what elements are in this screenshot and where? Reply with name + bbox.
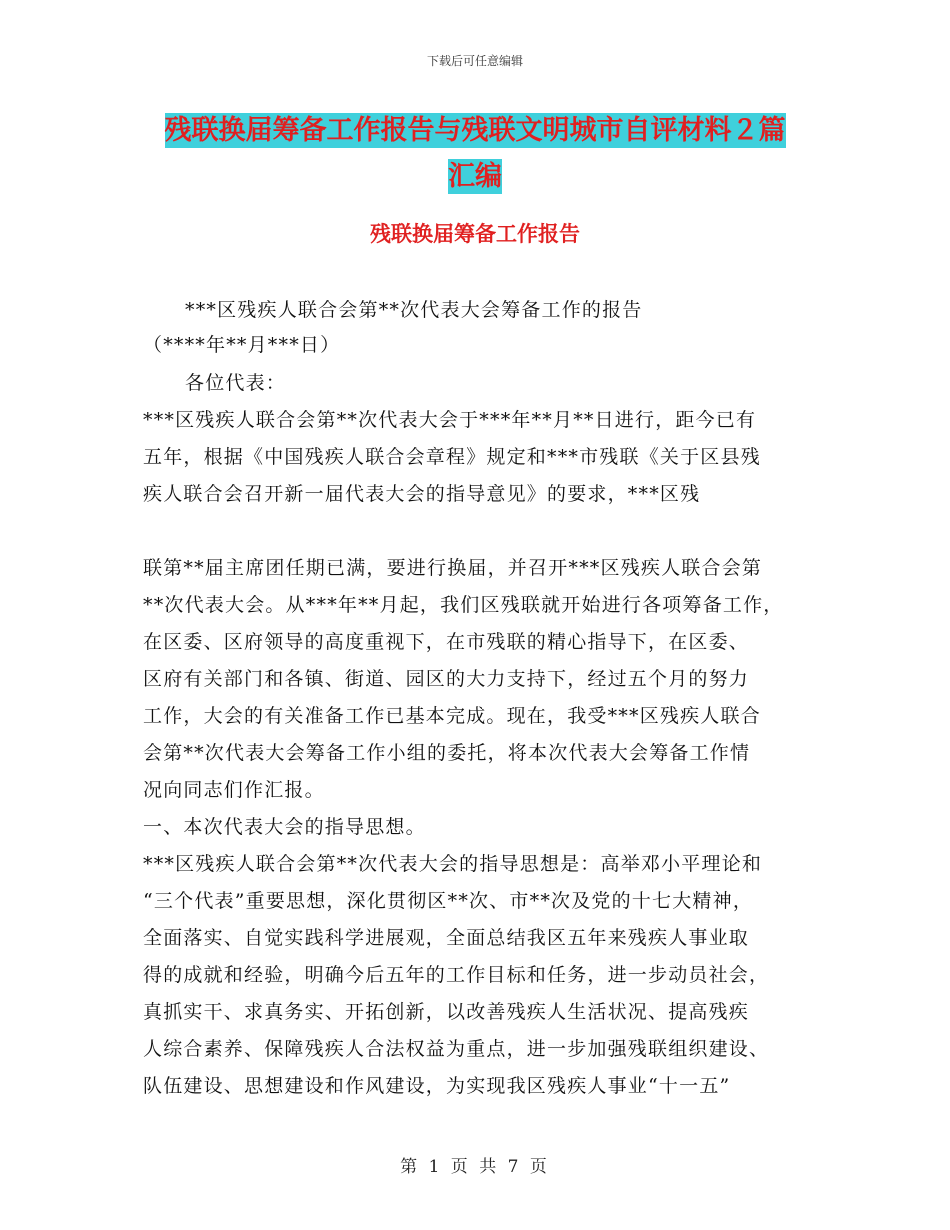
title-line-1: 残联换届筹备工作报告与残联文明城市自评材料２篇 [164, 115, 786, 146]
body-line: 会第**次代表大会筹备工作小组的委托，将本次代表大会筹备工作情 [143, 742, 751, 764]
body-line: 联第**届主席团任期已满，要进行换届，并召开***区残疾人联合会第 [143, 557, 763, 579]
body-line: “三个代表”重要思想，深化贯彻区**次、市**次及党的十七大精神， [143, 890, 754, 912]
header-note: 下载后可任意编辑 [426, 54, 523, 68]
body-line: 真抓实干、求真务实、开拓创新，以改善残疾人生活状况、提高残疾 [143, 1001, 750, 1023]
body-line: 疾人联合会召开新一届代表大会的指导意见》的要求，***区残 [143, 483, 701, 505]
section-heading: 一、本次代表大会的指导思想。 [143, 816, 426, 838]
body-line: ***区残疾人联合会第**次代表大会的指导思想是：高举邓小平理论和 [143, 853, 763, 875]
document-title [130, 108, 820, 200]
body-line: 区府有关部门和各镇、街道、园区的大力支持下，经过五个月的努力 [143, 668, 750, 690]
body-line: 全面落实、自觉实践科学进展观，全面总结我区五年来残疾人事业取 [143, 927, 750, 949]
report-date: （****年**月***日） [143, 334, 341, 356]
title-line-2: 汇编 [448, 161, 502, 192]
body-line: 在区委、区府领导的高度重视下，在市残联的精心指导下，在区委、 [143, 631, 750, 653]
salutation: 各位代表： [185, 372, 287, 394]
body-line: 队伍建设、思想建设和作风建设，为实现我区残疾人事业“十一五” [143, 1075, 731, 1097]
body-line: **次代表大会。从***年**月起，我们区残联就开始进行各项筹备工作， [143, 594, 784, 616]
report-heading: ***区残疾人联合会第**次代表大会筹备工作的报告 [185, 299, 643, 321]
body-line: 人综合素养、保障残疾人合法权益为重点，进一步加强残联组织建设、 [143, 1038, 770, 1060]
body-line: 工作，大会的有关准备工作已基本完成。现在，我受***区残疾人联合 [143, 705, 761, 727]
body-line: 五年，根据《中国残疾人联合会章程》规定和***市残联《关于区县残 [143, 446, 761, 468]
section-title: 残联换届筹备工作报告 [370, 222, 580, 246]
body-line: 况向同志们作汇报。 [143, 779, 325, 801]
page-footer: 第 1 页 共 7 页 [400, 1157, 550, 1177]
body-line: ***区残疾人联合会第**次代表大会于***年**月**日进行，距今已有 [143, 409, 757, 431]
body-line: 得的成就和经验，明确今后五年的工作目标和任务，进一步动员社会， [143, 964, 770, 986]
